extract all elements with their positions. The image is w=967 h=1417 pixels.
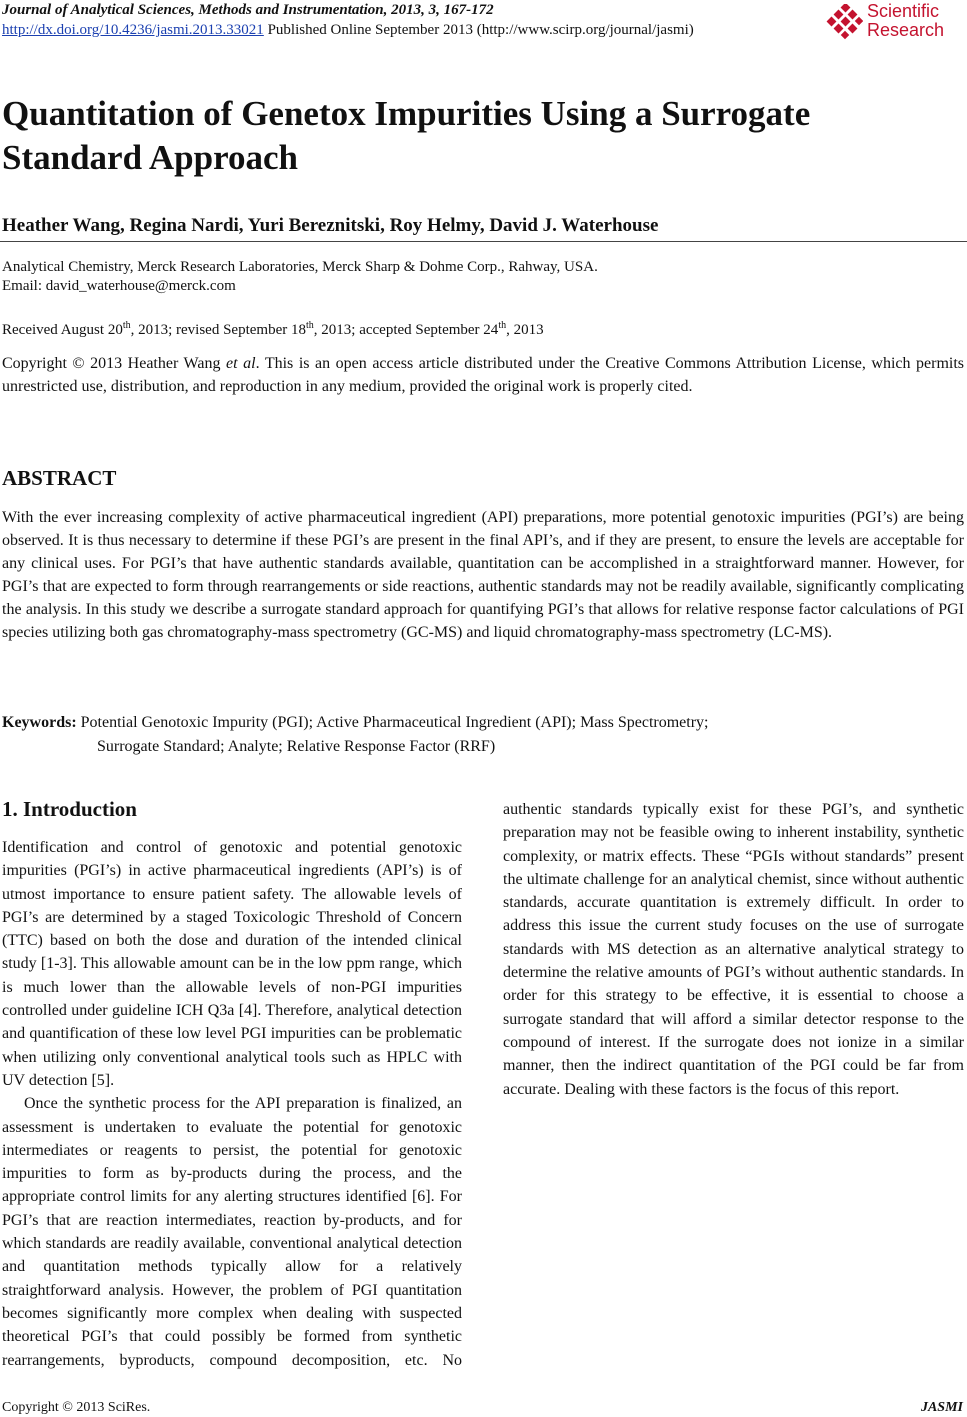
ordinal-suffix: th <box>122 320 131 331</box>
intro-column-right <box>503 798 964 1101</box>
et-al: et al <box>226 355 256 372</box>
keywords-line-1: Potential Genotoxic Impurity (PGI); Active Pharmaceutical Ingredient (API); Mass Spectrometry; <box>76 714 709 731</box>
footer-copyright: Copyright © 2013 SciRes. <box>2 1400 151 1415</box>
publisher-logo <box>825 2 965 42</box>
revised-text: , 2013; revised September 18 <box>130 322 306 338</box>
abstract-text: With the ever increasing complexity of active pharmaceutical ingredient (API) preparations, more potential genotoxic impurities (PGI’s) are being observed. It is thus necessary to determine if these PGI’s are present in the final API’s, and if they are present, to ensure the levels are acceptable for any clinical uses. For PGI’s that have authentic standards available, quantitation can be accomplished in a straightforward manner. However, for PGI’s that are expected to form through rearrangements or side reactions, authentic standards may not be readily available, significantly complicating the analysis. In this study we describe a surrogate standard approach for quantifying PGI’s that allows for relative response factor calculations of PGI species utilizing both gas chromatography-mass spectrometry (GC-MS) and liquid chromatography-mass spectrometry (LC-MS). <box>2 509 964 641</box>
abstract-heading: ABSTRACT <box>2 466 117 490</box>
accepted-text: , 2013; accepted September 24 <box>313 322 499 338</box>
license-text: . This is an open access article distributed under the Creative Commons Attribution License, which permits unrestricted use, distribution, and reproduction in any medium, provided the original work is properly cited. <box>2 355 965 395</box>
divider <box>0 241 967 242</box>
doi-line <box>2 22 694 39</box>
logo-wordmark <box>867 2 944 40</box>
logo-line-2: Research <box>867 20 945 40</box>
intro-column-left <box>2 836 462 1372</box>
keywords <box>2 711 709 735</box>
ordinal-suffix: th <box>498 320 507 331</box>
footer-journal-abbrev: JASMI <box>920 1400 963 1415</box>
paper-title: Quantitation of Genetox Impurities Using a Surrogate Standard Approach <box>2 94 811 177</box>
year-text: , 2013 <box>506 322 544 338</box>
received-text: Received August 20 <box>2 322 123 338</box>
copyright-text: Copyright © 2013 Heather Wang <box>2 355 227 372</box>
keywords-line-2: Surrogate Standard; Analyte; Relative Response Factor (RRF) <box>97 738 496 755</box>
scientific-research-logo-icon <box>825 4 863 40</box>
keywords-label: Keywords: <box>2 714 77 731</box>
affiliation: Analytical Chemistry, Merck Research Laboratories, Merck Sharp & Dohme Corp., Rahway, USA. <box>2 259 598 275</box>
intro-paragraph-2-continued: authentic standards typically exist for these PGI’s, and synthetic preparation may not be feasible owing to inherent instability, synthetic complexity, or matrix effects. These “PGIs without standards” present the ultimate challenge for an analytical chemist, since without authentic standards, accurate quantitation is extremely difficult. In order to address this issue the current study focuses on the use of surrogate standards with MS detection as an alternative analytical strategy to determine the relative amounts of PGI’s without authentic standards. In order for this strategy to be effective, it is essential to choose a surrogate standard that will afford a similar detector response to the compound of interest. If the surrogate does not ionize in a similar manner, then the indirect quantitation of the PGI could be far from accurate. Dealing with these factors is the focus of this report. <box>503 801 964 1098</box>
logo-line-1: Scientific <box>867 1 940 21</box>
email: Email: david_waterhouse@merck.com <box>2 278 236 294</box>
received-dates <box>2 316 544 340</box>
journal-citation: Journal of Analytical Sciences, Methods and Instrumentation, 2013, 3, 167-172 <box>2 2 494 18</box>
section-heading-introduction: 1. Introduction <box>2 797 137 821</box>
intro-paragraph-1: Identification and control of genotoxic and potential genotoxic impurities (PGI’s) in active pharmaceutical ingredients (API’s) is of utmost importance to ensure patient safety. The allowable levels of PGI’s are determined by a staged Toxicologic Threshold of Concern (TTC) based on both the dose and duration of the intended clinical study [1-3]. This allowable amount can be in the low ppm range, which is much lower than the allowable levels of non-PGI impurities controlled under guideline ICH Q3a [4]. Therefore, analytical detection and quantification of these low level PGI impurities can be problematic when utilizing only conventional analytical tools such as HPLC with UV detection [5]. <box>2 839 462 1089</box>
doi-link[interactable]: http://dx.doi.org/10.4236/jasmi.2013.33021 <box>2 22 264 38</box>
copyright-notice <box>2 352 964 398</box>
intro-paragraph-2: Once the synthetic process for the API preparation is finalized, an assessment is undertaken to evaluate the potential for genotoxic intermediates or reagents to persist, the potential for genotoxic impurities to form as by-products during the process, and the appropriate control limits for any alerting structures identified [6]. For PGI’s that are reaction intermediates, reaction by-products, and for which standards are readily available, conventional analytical detection and quantitation methods typically allow for a relatively straightforward analysis. However, the problem of PGI quantitation becomes significantly more complex when dealing with suspected theoretical PGI’s that could possibly be formed from synthetic rearrangements, byproducts, compound decomposition, etc. No <box>2 1095 462 1369</box>
author-list: Heather Wang, Regina Nardi, Yuri Bereznitski, Roy Helmy, David J. Waterhouse <box>2 215 659 236</box>
published-note: Published Online September 2013 (http://www.scirp.org/journal/jasmi) <box>263 22 694 38</box>
ordinal-suffix: th <box>306 320 314 331</box>
